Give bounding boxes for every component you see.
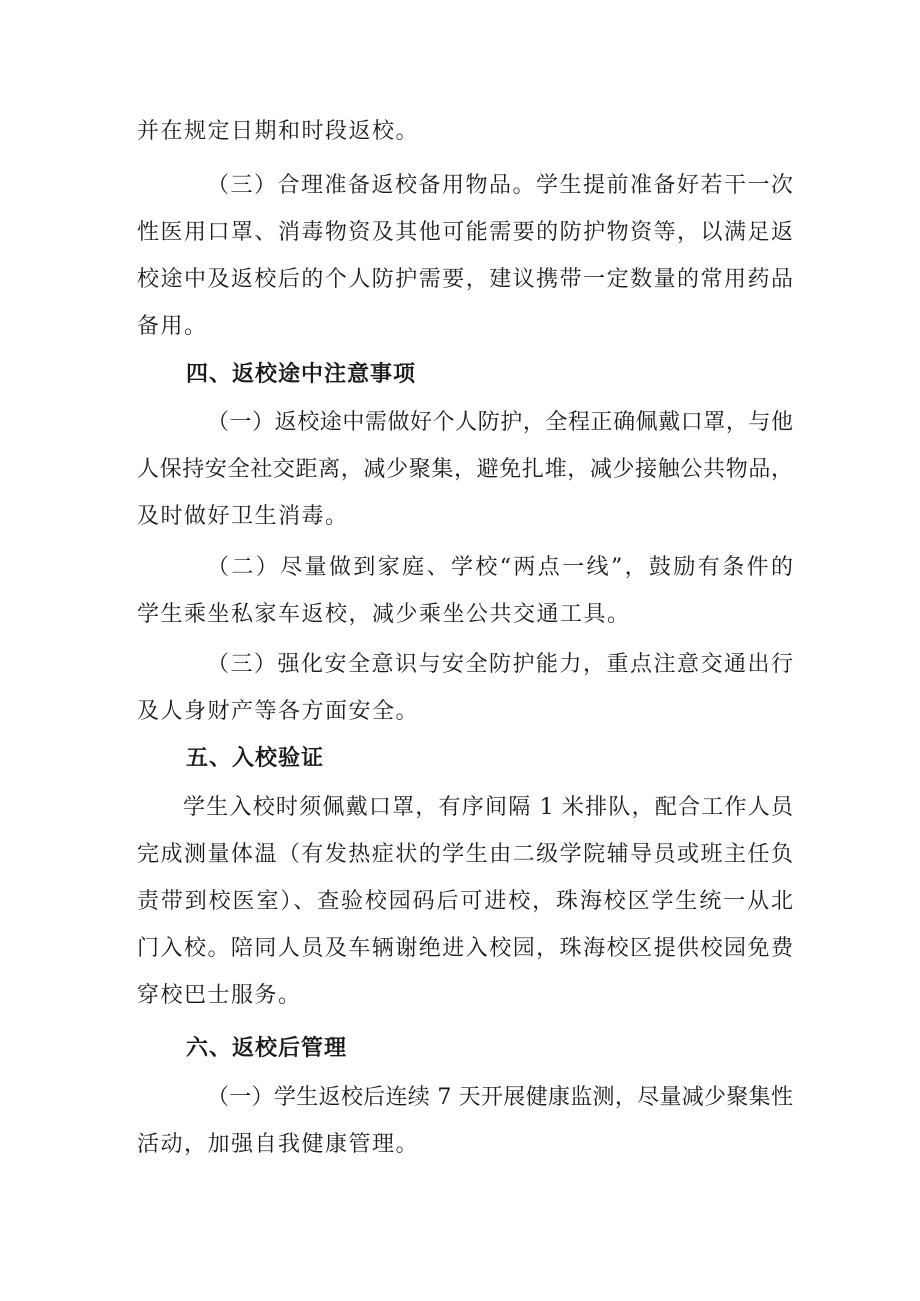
paragraph-line: 备用。 xyxy=(137,314,208,339)
paragraph-two-points-one-line xyxy=(137,544,793,638)
paragraph-line: （一）学生返校后连续 7 天开展健康监测，尽量减少聚集性 xyxy=(207,1085,793,1110)
paragraph-line: 学生入校时须佩戴口罩，有序间隔 1 米排队，配合工作人员 xyxy=(183,795,793,820)
section-heading-6: 六、返校后管理 xyxy=(186,1036,348,1061)
paragraph-line: 校途中及返校后的个人防护需要，建议携带一定数量的常用药品 xyxy=(137,267,793,292)
paragraph-line: 并在规定日期和时段返校。 xyxy=(137,119,420,144)
paragraph-line: （三）强化安全意识与安全防护能力，重点注意交通出行 xyxy=(207,652,793,677)
paragraph-line: 责带到校医室）、查验校园码后可进校，珠海校区学生统一从北 xyxy=(137,889,793,914)
paragraph-line: 性医用口罩、消毒物资及其他可能需要的防护物资等，以满足返 xyxy=(137,220,793,245)
paragraph-line: 及时做好卫生消毒。 xyxy=(137,504,349,529)
paragraph-personal-protection xyxy=(137,399,793,540)
paragraph-line: 人保持安全社交距离，减少聚集，避免扎堆，减少接触公共物品， xyxy=(137,457,793,482)
paragraph-line: 学生乘坐私家车返校，减少乘坐公共交通工具。 xyxy=(137,602,631,627)
paragraph-continuation xyxy=(137,108,793,155)
paragraph-health-monitoring xyxy=(137,1074,793,1168)
paragraph-line: 门入校。陪同人员及车辆谢绝进入校园，珠海校区提供校园免费 xyxy=(137,936,793,961)
paragraph-line: 活动，加强自我健康管理。 xyxy=(137,1132,420,1157)
paragraph-line: 及人身财产等各方面安全。 xyxy=(137,699,420,724)
paragraph-line: （三）合理准备返校备用物品。学生提前准备好若干一次 xyxy=(207,173,793,198)
paragraph-line: （一）返校途中需做好个人防护，全程正确佩戴口罩，与他 xyxy=(207,410,793,435)
paragraph-prepare-supplies xyxy=(137,162,793,350)
section-heading-4: 四、返校途中注意事项 xyxy=(186,362,417,387)
paragraph-entry-verification xyxy=(137,784,793,1019)
paragraph-line: 完成测量体温（有发热症状的学生由二级学院辅导员或班主任负 xyxy=(137,842,793,867)
section-heading-5: 五、入校验证 xyxy=(186,746,325,771)
paragraph-line: 穿校巴士服务。 xyxy=(137,983,302,1008)
paragraph-safety-awareness xyxy=(137,641,793,735)
paragraph-line: （二）尽量做到家庭、学校“两点一线”，鼓励有条件的 xyxy=(207,555,793,580)
